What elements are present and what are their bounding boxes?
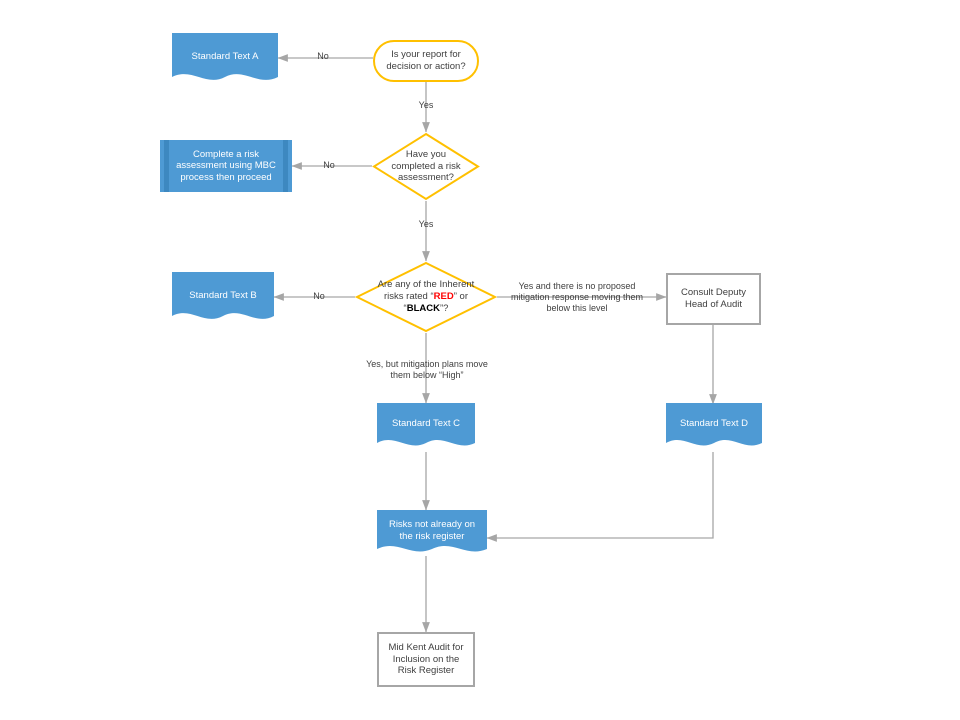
node-std-a-label: Standard Text A (191, 51, 259, 62)
node-std-c[interactable] (377, 403, 475, 452)
node-std-d-label: Standard Text D (680, 418, 748, 429)
edge-label-yes-risk-assessed: Yes (418, 219, 434, 229)
edge-label-yes-start: Yes (418, 100, 434, 110)
node-consult-deputy-label: Consult Deputy Head of Audit (681, 287, 746, 310)
inherent-risks-red: RED (433, 291, 454, 303)
node-std-b-label: Standard Text B (189, 290, 257, 301)
node-complete-risk-assessment[interactable] (160, 140, 292, 192)
inherent-risks-black: BLACK (406, 302, 440, 314)
edge-std-d-to-risks (487, 452, 713, 538)
edge-label-no-inherent: No (313, 291, 325, 301)
node-risk-assessed-label: Have you completed a risk assessment? (391, 148, 461, 184)
node-start-label: Is your report for decision or action? (386, 49, 466, 72)
node-inherent-risks[interactable] (355, 261, 497, 333)
inherent-risks-text-3: ? (443, 302, 449, 314)
node-start[interactable] (373, 40, 479, 82)
edge-label-yes-mitigation-plans: Yes, but mitigation plans move them below “High” (366, 359, 488, 380)
edge-label-yes-no-mitigation: Yes and there is no proposed mitigation response moving them below this level (510, 281, 644, 313)
predefined-process-right-bar (283, 140, 288, 192)
node-risks-not-on-register-label: Risks not already on the risk register (388, 519, 476, 542)
edge-label-no-start: No (317, 51, 329, 61)
edge-label-no-risk-assessed: No (323, 160, 335, 170)
inherent-risks-text-2: or (456, 291, 468, 303)
node-risk-assessed[interactable] (372, 132, 480, 201)
node-inherent-risks-label: Are any of the Inherent risks rated “RED” or “BLACK”? (377, 279, 475, 314)
node-std-b[interactable] (172, 272, 274, 326)
node-consult-deputy[interactable] (666, 273, 761, 325)
node-risks-not-on-register[interactable] (377, 510, 487, 558)
node-std-c-label: Standard Text C (392, 418, 460, 429)
node-mid-kent-audit[interactable] (377, 632, 475, 687)
predefined-process-left-bar (164, 140, 169, 192)
node-complete-risk-assessment-label: Complete a risk assessment using MBC process then proceed (176, 148, 276, 183)
node-std-a[interactable] (172, 33, 278, 87)
node-mid-kent-audit-label: Mid Kent Audit for Inclusion on the Risk Register (388, 642, 464, 677)
inherent-risks-text-1: Are any of the Inherent risks rated (377, 279, 475, 303)
node-std-d[interactable] (666, 403, 762, 452)
